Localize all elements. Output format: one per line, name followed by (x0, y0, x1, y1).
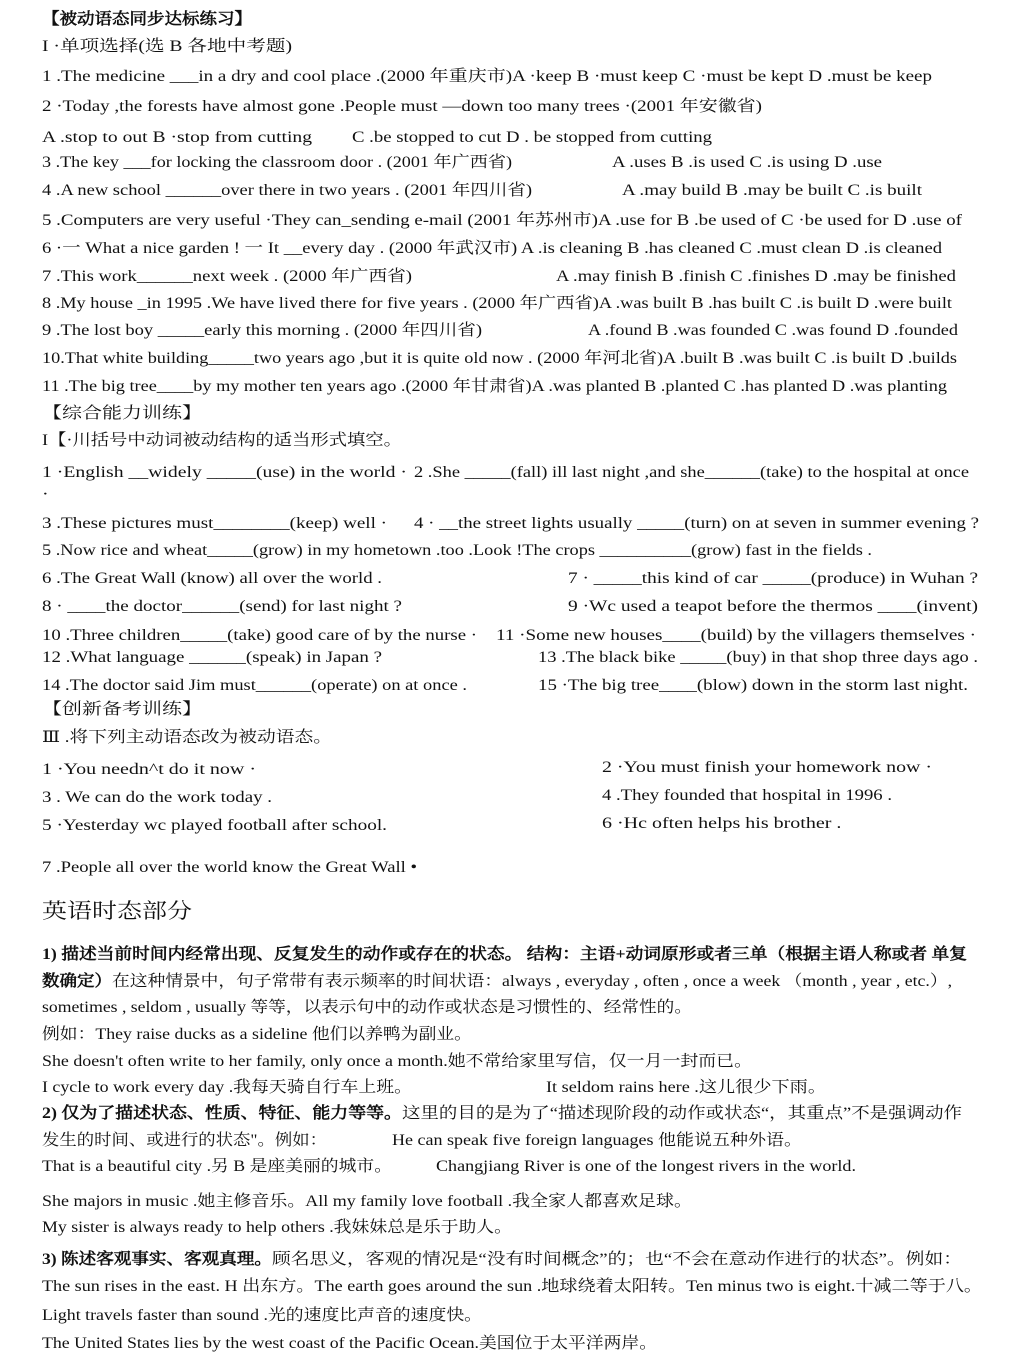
text-line-l40a: That is a beautiful city .另 B 是座美丽的城市。 (42, 1158, 393, 1175)
text-line-l38a: 2) 仅为了描述状态、性质、特征、能力等等。 (42, 1105, 403, 1122)
text-line-l26: Ⅲ .将下列主动语态改为被动语态。 (42, 729, 332, 746)
text-line-l02: I ·单项选择(选 B 各地中考题) (42, 38, 293, 55)
text-line-l39a: 发生的时间、或进行的状态"。例如： (42, 1132, 327, 1149)
text-line-l06a: 3 .The key ___for locking the classroom door . (2001 年广西省) (42, 154, 512, 171)
text-line-l06b: A .uses B .is used C .is using D .use (612, 154, 883, 171)
text-line-l05a: A .stop to out B ·stop from cutting (42, 129, 313, 146)
text-line-l27a: 1 ·You needn^t do it now · (42, 761, 257, 778)
text-line-l10b: A .may finish B .finish C .finishes D .may be finished (556, 268, 956, 285)
text-line-l10a: 7 .This work______next week . (2000 年广西省) (42, 268, 412, 285)
text-line-l07b: A .may build B .may be built C .is built (622, 182, 922, 199)
text-line-l28b: 4 .They founded that hospital in 1996 . (602, 787, 892, 804)
text-line-l12a: 9 .The lost boy _____early this morning . (2000 年四川省) (42, 322, 483, 339)
text-line-l32a: 1) 描述当前时间内经常出现、反复发生的动作或存在的状态。 结构：主语+动词原形或者三单（根据主语人称或者 单复 (42, 946, 967, 963)
text-line-l05b: C .be stopped to cut D . be stopped from cutting (352, 129, 713, 146)
text-line-l18b: 4 · __the street lights usually _____(turn) on at seven in summer evening ? (414, 515, 979, 532)
text-line-l31: 英语时态部分 (42, 899, 193, 923)
text-line-l09: 6 ·一 What a nice garden ! 一 It __every day . (2000 年武汉市) A .is cleaning B .has cleaned C .must clean D .is cleaned (42, 240, 942, 257)
text-line-l38b: 这里的目的是为了“描述现阶段的动作或状态“，其重点”不是强调动作 (402, 1105, 963, 1122)
text-line-l37b: It seldom rains here .这儿很少下雨。 (546, 1079, 827, 1096)
text-line-l30: 7 .People all over the world know the Great Wall • (42, 859, 418, 876)
text-line-l33a: 数确定） (42, 973, 113, 990)
text-line-l03: 1 .The medicine ___in a dry and cool place .(2000 年重庆市)A ·keep B ·must keep C ·must be kept D .must be keep (42, 68, 933, 85)
text-line-l24a: 14 .The doctor said Jim must______(operate) on at once . (42, 677, 468, 694)
text-line-l23a: 12 .What language ______(speak) in Japan ? (42, 649, 382, 666)
text-line-l46: The United States lies by the west coast of the Pacific Ocean.美国位于太平洋两岸。 (42, 1335, 658, 1352)
text-line-l18a: 3 .These pictures must________(keep) well · (42, 515, 388, 532)
text-line-l15: 【综合能力训练】 (42, 405, 203, 422)
text-line-l33b: 在这种情景中，句子常带有表示频率的时间状语：always , everyday , often , once a week （month , year , etc.）, (112, 973, 953, 990)
text-line-l43b: 顾名思义，客观的情况是“没有时间概念”的；也“不会在意动作进行的状态”。例如： (272, 1251, 962, 1268)
text-line-l17c: · (42, 486, 49, 503)
text-line-l27b: 2 ·You must finish your homework now · (602, 759, 932, 776)
text-line-l17a: 1 ·English __widely _____(use) in the world · (42, 464, 407, 481)
text-line-l43a: 3) 陈述客观事实、客观真理。 (42, 1251, 273, 1268)
text-line-l28a: 3 . We can do the work today . (42, 789, 272, 806)
text-line-l41: She majors in music .她主修音乐。All my family love football .我全家人都喜欢足球。 (42, 1193, 692, 1210)
text-line-l22a: 10 .Three children_____(take) good care of by the nurse · (42, 627, 478, 644)
text-line-l17b: 2 .She _____(fall) ill last night ,and she______(take) to the hospital at once (414, 464, 969, 481)
text-line-l12b: A .found B .was founded C .was found D .founded (588, 322, 959, 339)
text-line-l37a: I cycle to work every day .我每天骑自行车上班。 (42, 1079, 413, 1096)
text-line-l24b: 15 ·The big tree____(blow) down in the storm last night. (538, 677, 969, 694)
text-line-l39b: He can speak five foreign languages 他能说五种外语。 (392, 1132, 803, 1149)
text-line-l34: sometimes , seldom , usually 等等，以表示句中的动作或状态是习惯性的、经常性的。 (42, 999, 693, 1016)
text-line-l25: 【创新备考训练】 (42, 701, 203, 718)
text-line-l16: I【·川括号中动词被动结构的适当形式填空。 (42, 432, 402, 449)
text-line-l13: 10.That white building_____two years ago ,but it is quite old now . (2000 年河北省)A .built B .was built C .is built D .builds (42, 350, 958, 367)
text-line-l42: My sister is always ready to help others .我妹妹总是乐于助人。 (42, 1219, 512, 1236)
text-line-l14: 11 .The big tree____by my mother ten years ago .(2000 年甘肃省)A .was planted B .planted C .has planted D .was planting (42, 378, 947, 395)
text-line-l21b: 9 ·Wc used a teapot before the thermos ____(invent) (568, 598, 979, 615)
text-line-l08: 5 .Computers are very useful ·They can_sending e-mail (2001 年苏州市)A .use for B .be used of C ·be used for D .use of (42, 212, 962, 229)
text-line-l04: 2 ·Today ,the forests have almost gone .People must —down too many trees ·(2001 年安徽省) (42, 98, 762, 115)
text-line-l29b: 6 ·Hc often helps his brother . (602, 815, 842, 832)
text-line-l07a: 4 .A new school ______over there in two years . (2001 年四川省) (42, 182, 532, 199)
text-line-l45: Light travels faster than sound .光的速度比声音的速度快。 (42, 1307, 483, 1324)
text-line-l29a: 5 ·Yesterday wc played football after school. (42, 817, 387, 834)
text-line-l21a: 8 · ____the doctor______(send) for last night ? (42, 598, 403, 615)
text-line-l20a: 6 .The Great Wall (know) all over the world . (42, 570, 383, 587)
text-line-l23b: 13 .The black bike _____(buy) in that shop three days ago . (538, 649, 979, 666)
text-line-l22b: 11 ·Some new houses____(build) by the villagers themselves · (496, 627, 976, 644)
text-line-l35: 例如：They raise ducks as a sideline 他们以养鸭为副业。 (42, 1026, 472, 1043)
text-line-l40b: Changjiang River is one of the longest rivers in the world. (436, 1158, 856, 1175)
text-line-l20b: 7 · _____this kind of car _____(produce) in Wuhan ? (568, 570, 979, 587)
text-line-l44: The sun rises in the east. H 出东方。The earth goes around the sun .地球绕着太阳转。Ten minus two is eight.十减二等于八。 (42, 1278, 983, 1295)
text-line-l36: She doesn't often write to her family, only once a month.她不常给家里写信，仅一月一封而已。 (42, 1053, 752, 1070)
text-line-l19: 5 .Now rice and wheat_____(grow) in my hometown .too .Look !The crops __________(grow) fast in the fields . (42, 542, 872, 559)
text-line-l11: 8 .My house _in 1995 .We have lived there for five years . (2000 年广西省)A .was built B .has built C .is built D .were built (42, 295, 952, 312)
text-line-l01: 【被动语态同步达标练习】 (42, 11, 253, 28)
